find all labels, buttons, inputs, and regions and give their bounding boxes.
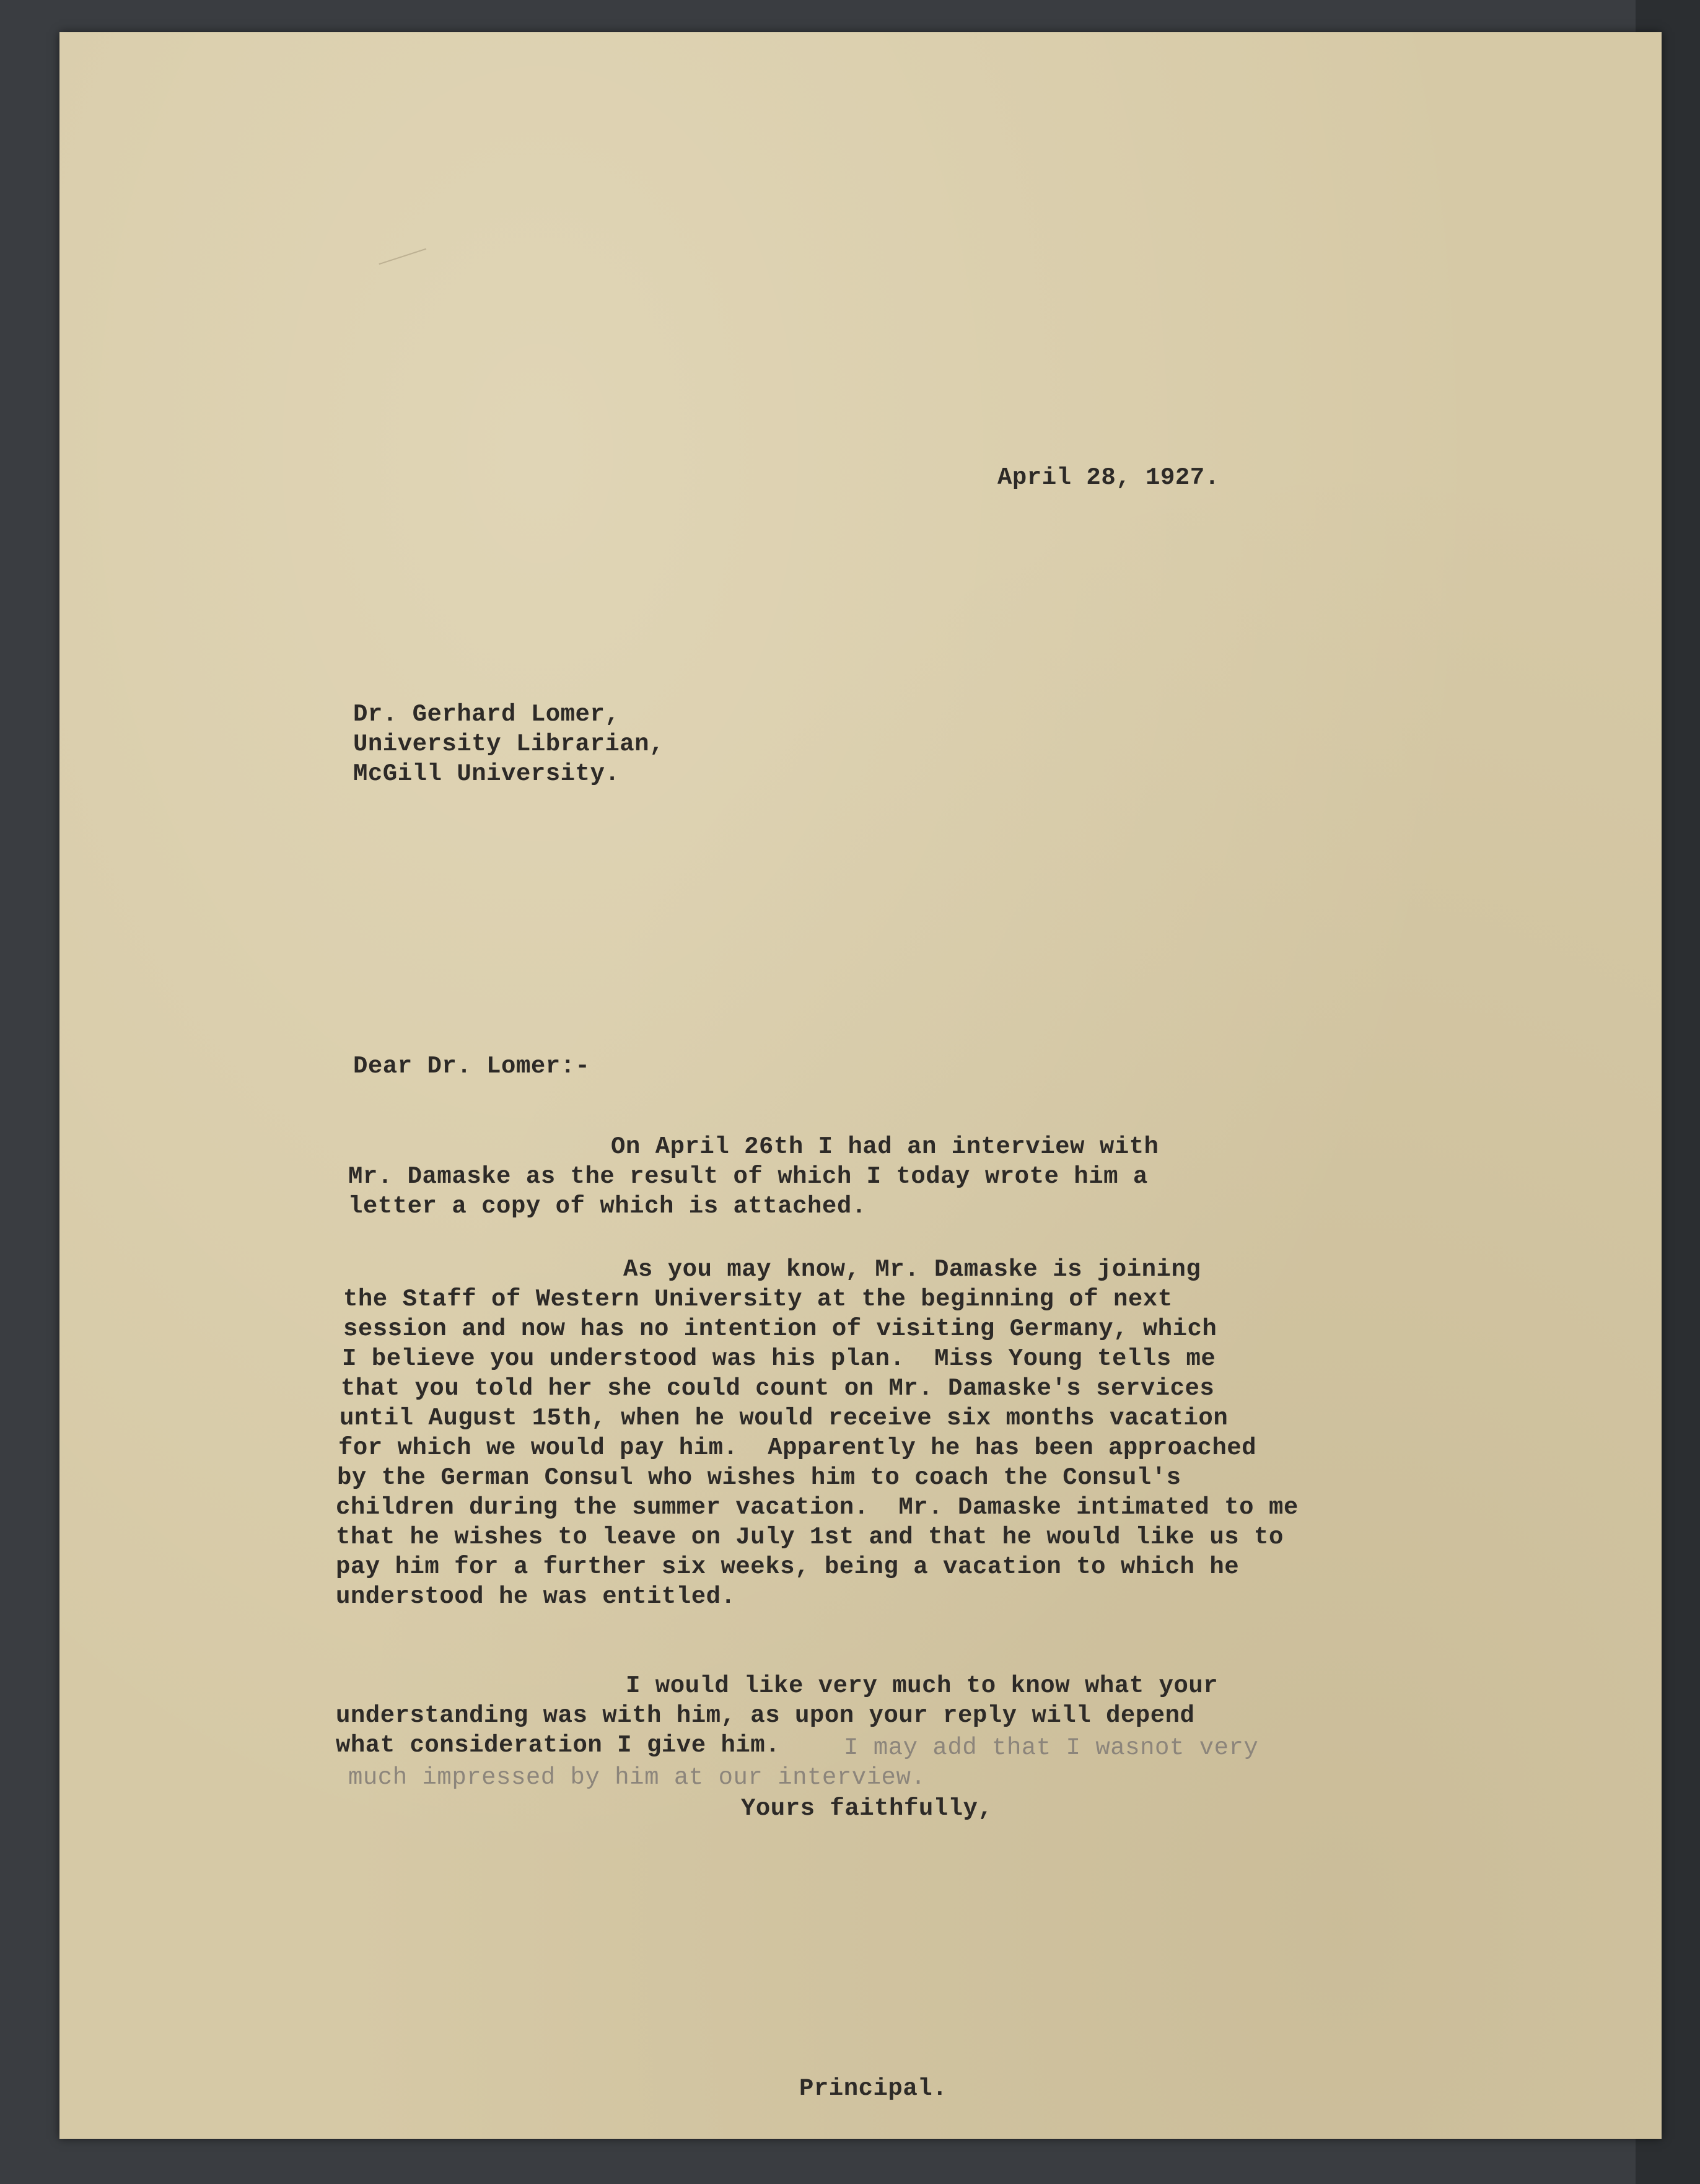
signature: Principal.: [799, 2075, 948, 2102]
paragraph-2-line: As you may know, Mr. Damaske is joining: [623, 1256, 1201, 1283]
closing: Yours faithfully,: [741, 1795, 993, 1822]
paragraph-2-line: understood he was entitled.: [336, 1583, 736, 1610]
paragraph-3-line: understanding was with him, as upon your reply will depend: [336, 1702, 1195, 1729]
paragraph-3-faint-tail: I may add that I wasnot very: [844, 1734, 1259, 1761]
paragraph-3-faint-line: much impressed by him at our interview.: [348, 1764, 926, 1791]
paragraph-2-line: I believe you understood was his plan. Miss Young tells me: [342, 1345, 1216, 1372]
paragraph-1-line: Mr. Damaske as the result of which I today wrote him a: [348, 1163, 1148, 1190]
letter-date: April 28, 1927.: [997, 464, 1220, 491]
paragraph-2-line: until August 15th, when he would receive six months vacation: [340, 1405, 1229, 1432]
paragraph-2-line: the Staff of Western University at the beginning of next: [343, 1286, 1173, 1313]
paragraph-2-line: by the German Consul who wishes him to coach the Consul's: [337, 1464, 1181, 1491]
paragraph-1-line: On April 26th I had an interview with: [611, 1133, 1159, 1160]
paragraph-2-line: session and now has no intention of visiting Germany, which: [343, 1315, 1217, 1343]
paragraph-1-line: letter a copy of which is attached.: [348, 1193, 867, 1220]
paragraph-2-line: for which we would pay him. Apparently he has been approached: [338, 1434, 1257, 1462]
paper-crease: [379, 248, 434, 289]
recipient-title: University Librarian,: [353, 730, 664, 758]
recipient-name: Dr. Gerhard Lomer,: [353, 701, 620, 728]
paragraph-3-line: I would like very much to know what your: [626, 1672, 1219, 1699]
paragraph-2-line: pay him for a further six weeks, being a vacation to which he: [336, 1553, 1240, 1581]
paragraph-3-line: what consideration I give him.: [336, 1732, 781, 1759]
recipient-institution: McGill University.: [353, 760, 620, 787]
paragraph-2-line: that he wishes to leave on July 1st and that he would like us to: [336, 1524, 1284, 1551]
letter-page: [59, 32, 1662, 2139]
salutation: Dear Dr. Lomer:-: [353, 1053, 590, 1080]
paragraph-2-line: children during the summer vacation. Mr. Damaske intimated to me: [336, 1494, 1299, 1521]
paragraph-2-line: that you told her she could count on Mr. Damaske's services: [341, 1375, 1215, 1402]
